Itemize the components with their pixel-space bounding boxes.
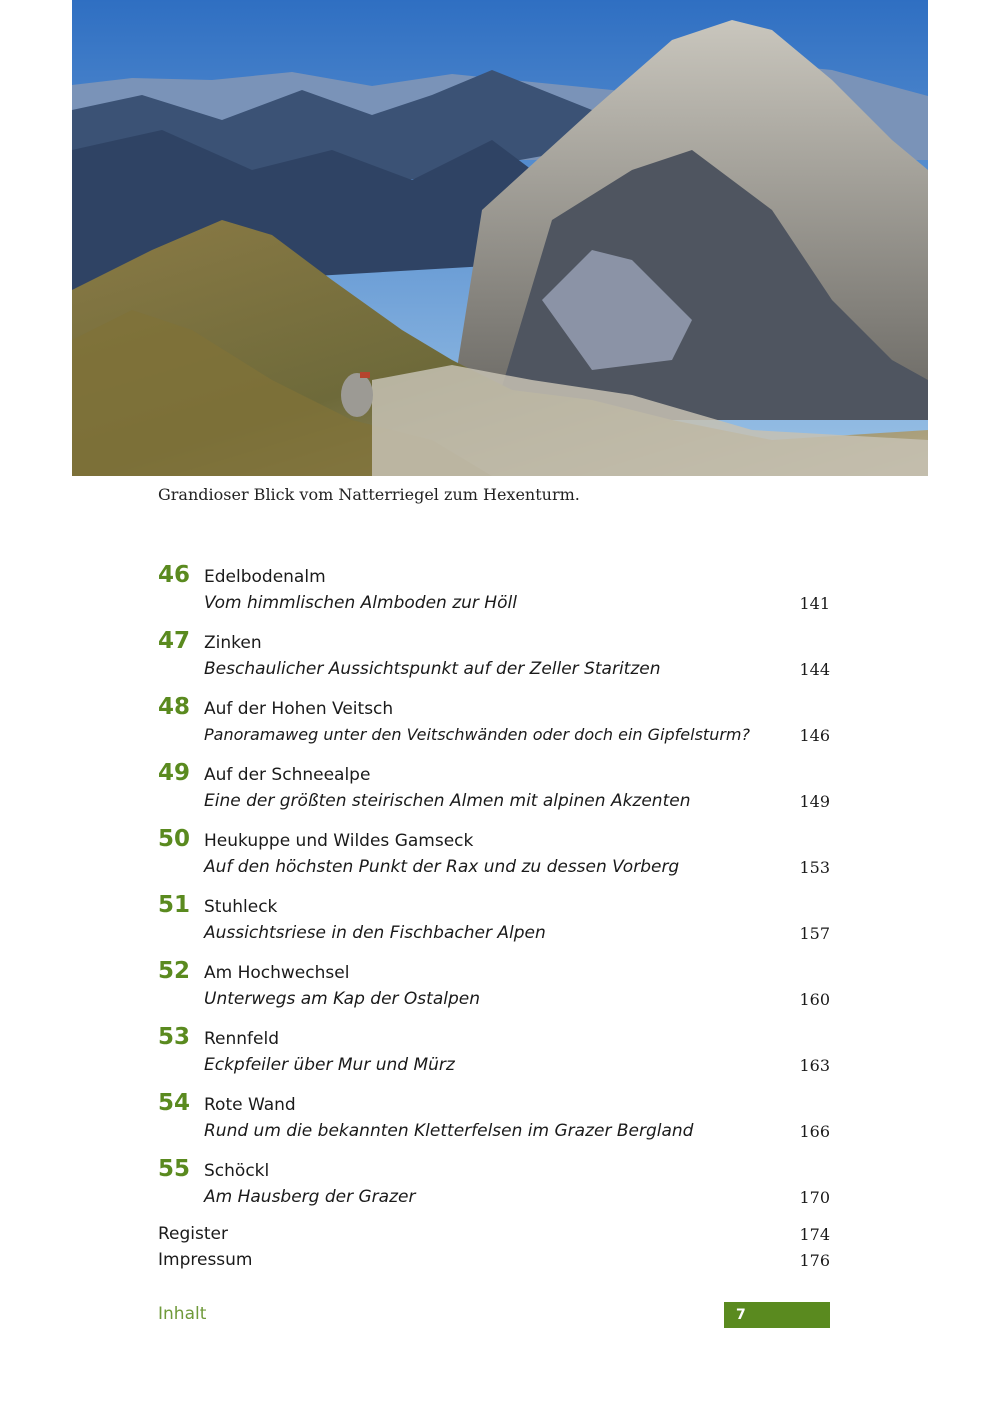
tour-number: 48 [158,694,191,720]
tour-title: Zinken [204,633,262,653]
page-number: 174 [799,1225,830,1244]
page-number: 166 [799,1122,830,1141]
toc-entry[interactable] [158,560,830,626]
tour-title: Schöckl [204,1161,270,1181]
table-of-contents [158,560,830,1220]
toc-entry[interactable] [158,1022,830,1088]
toc-entry[interactable] [158,824,830,890]
tour-subtitle: Beschaulicher Aussichtspunkt auf der Zeller Staritzen [204,659,661,679]
tour-subtitle: Am Hausberg der Grazer [204,1187,416,1207]
tour-subtitle: Rund um die bekannten Kletterfelsen im Grazer Bergland [204,1121,694,1141]
toc-entry[interactable] [158,1088,830,1154]
folio-page-number: 7 [724,1302,830,1328]
page-number: 170 [799,1188,830,1207]
toc-entry-register[interactable] [158,1223,830,1249]
section-label: Inhalt [158,1304,207,1324]
tour-number: 47 [158,628,191,654]
tour-number: 46 [158,562,191,588]
tour-number: 49 [158,760,191,786]
tour-title: Edelbodenalm [204,567,326,587]
page-number: 160 [799,990,830,1009]
entry-label: Register [158,1224,228,1244]
tour-title: Stuhleck [204,897,278,917]
tour-subtitle: Aussichtsriese in den Fischbacher Alpen [204,923,546,943]
entry-label: Impressum [158,1250,253,1270]
tour-number: 51 [158,892,191,918]
page-number: 153 [799,858,830,877]
tour-subtitle: Unterwegs am Kap der Ostalpen [204,989,480,1009]
tour-title: Rote Wand [204,1095,296,1115]
page-number: 149 [799,792,830,811]
page-number: 141 [799,594,830,613]
toc-entry[interactable] [158,956,830,1022]
tour-subtitle: Auf den höchsten Punkt der Rax und zu dessen Vorberg [204,857,680,877]
toc-entry[interactable] [158,758,830,824]
toc-entry-impressum[interactable] [158,1249,830,1275]
page-number: 157 [799,924,830,943]
tour-number: 54 [158,1090,191,1116]
appendix-entries [158,1223,830,1275]
tour-number: 53 [158,1024,191,1050]
tour-title: Auf der Schneealpe [204,765,371,785]
tour-title: Rennfeld [204,1029,280,1049]
page-number: 144 [799,660,830,679]
tour-number: 52 [158,958,191,984]
tour-title: Am Hochwechsel [204,963,350,983]
page-number: 163 [799,1056,830,1075]
tour-subtitle: Vom himmlischen Almboden zur Höll [204,593,517,613]
photo-caption: Grandioser Blick vom Natterriegel zum Hexenturm. [158,485,580,504]
page-number: 146 [799,726,830,745]
page-number: 176 [799,1251,830,1270]
tour-title: Auf der Hohen Veitsch [204,699,394,719]
tour-number: 50 [158,826,191,852]
tour-subtitle: Panoramaweg unter den Veitschwänden oder doch ein Gipfelsturm? [204,725,750,744]
tour-subtitle: Eine der größten steirischen Almen mit alpinen Akzenten [204,791,691,811]
tour-subtitle: Eckpfeiler über Mur und Mürz [204,1055,455,1075]
toc-entry[interactable] [158,1154,830,1220]
tour-number: 55 [158,1156,191,1182]
toc-entry[interactable] [158,692,830,758]
tour-title: Heukuppe und Wildes Gamseck [204,831,474,851]
toc-entry[interactable] [158,626,830,692]
toc-entry[interactable] [158,890,830,956]
mountain-panorama-photo [72,0,928,476]
